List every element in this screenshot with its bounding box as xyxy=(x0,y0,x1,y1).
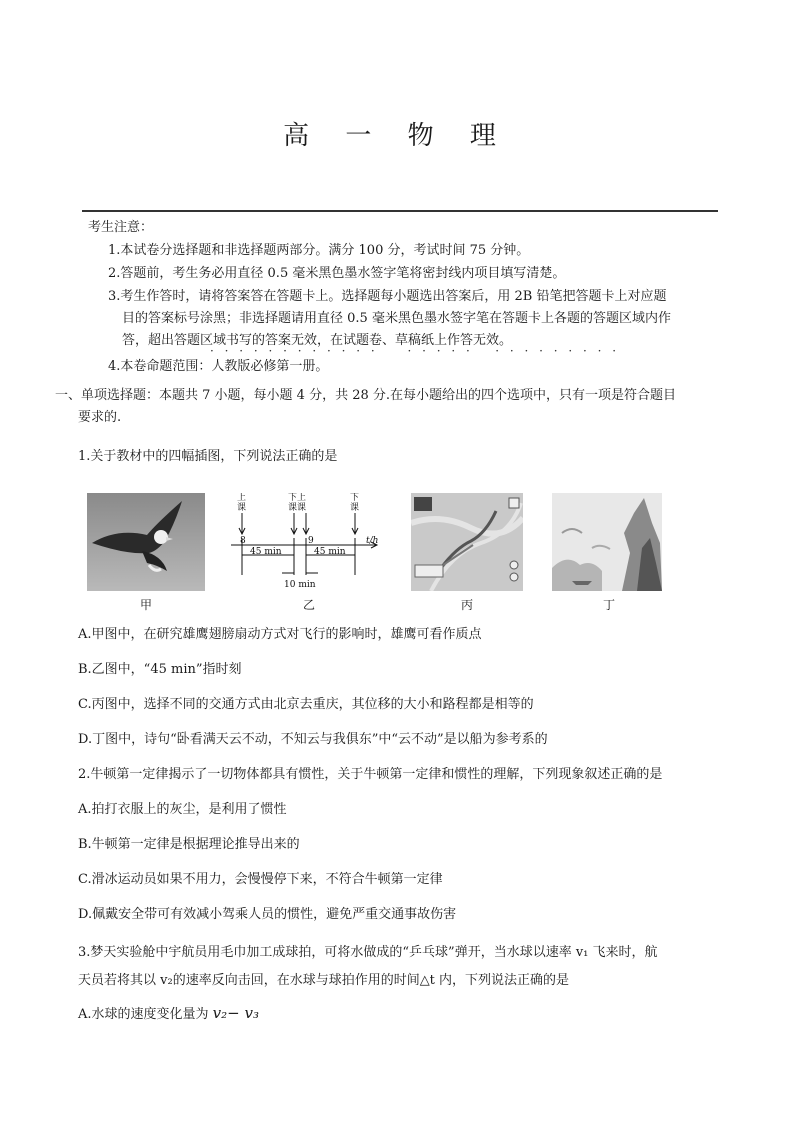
caption-ding: 丁 xyxy=(603,598,616,612)
notice-item-3-cont-2: 答，超出答题区域书写的答案无效，在试题卷、草稿纸上作答无效。 xyxy=(122,333,513,348)
q2-option-b: B.牛顿第一定律是根据理论推导出来的 xyxy=(78,837,300,852)
q3-stem-line2: 天员若将其以 v₂的速率反向击回，在水球与球拍作用的时间△t 内，下列说法正确的是 xyxy=(78,973,570,988)
header-divider xyxy=(82,210,718,212)
notice-heading: 考生注意： xyxy=(88,220,154,235)
axis-label-t: t/h xyxy=(366,536,379,546)
page-title: 高 一 物 理 xyxy=(283,121,510,151)
q2-stem: 2.牛顿第一定律揭示了一切物体都具有惯性，关于牛顿第一定律和惯性的理解，下列现象叙述正确的是 xyxy=(78,767,663,782)
figure-landscape xyxy=(552,493,662,591)
svg-text:课: 课 xyxy=(237,503,247,513)
q1-option-c: C.丙图中，选择不同的交通方式由北京去重庆，其位移的大小和路程都是相等的 xyxy=(78,697,534,712)
q1-stem: 1.关于教材中的四幅插图，下列说法正确的是 xyxy=(78,449,338,464)
tick-8: 8 xyxy=(240,536,246,546)
q2-option-a: A.拍打衣服上的灰尘，是利用了惯性 xyxy=(78,802,287,817)
label-class-begin-1: 上 xyxy=(237,493,247,503)
q1-option-d: D.丁图中，诗句“卧看满天云不动，不知云与我俱东”中“云不动”是以船为参考系的 xyxy=(78,732,548,747)
caption-yi: 乙 xyxy=(303,598,316,612)
tick-9: 9 xyxy=(308,536,314,546)
svg-text:课: 课 xyxy=(350,503,360,513)
notice-item-4: 4.本卷命题范围：人教版必修第一册。 xyxy=(108,359,329,374)
q1-option-a: A.甲图中，在研究雄鹰翅膀扇动方式对飞行的影响时，雄鹰可看作质点 xyxy=(78,627,482,642)
span-45min-1: 45 min xyxy=(250,547,282,557)
span-45min-2: 45 min xyxy=(314,547,346,557)
svg-text:课课: 课课 xyxy=(288,503,307,513)
figure-map xyxy=(411,493,523,591)
emphasis-dots: · · · · · · · · · · · · · · · · · · · · · · · · · · xyxy=(210,344,620,358)
section1-title: 一、单项选择题：本题共 7 小题，每小题 4 分，共 28 分.在每小题给出的四个选项中，只有一项是符合题目 xyxy=(55,388,677,403)
notice-item-3: 3.考生作答时，请将答案答在答题卡上。选择题每小题选出答案后，用 2B 铅笔把答题卡上对应题 xyxy=(108,289,667,304)
notice-item-1: 1.本试卷分选择题和非选择题两部分。满分 100 分，考试时间 75 分钟。 xyxy=(108,243,530,258)
caption-jia: 甲 xyxy=(140,598,153,612)
gap-10min: 10 min xyxy=(284,580,316,590)
q3-option-a-text: A.水球的速度变化量为 xyxy=(78,1007,213,1022)
q3-stem-line1: 3.梦天实验舱中宇航员用毛巾加工成球拍，可将水做成的“乒乓球”弹开，当水球以速率 v₁ 飞来时，航 xyxy=(78,945,658,960)
caption-bing: 丙 xyxy=(461,598,474,612)
figure-eagle xyxy=(87,493,205,591)
q3-option-a xyxy=(78,1005,259,1023)
q2-option-d: D.佩戴安全带可有效减小驾乘人员的惯性，避免严重交通事故伤害 xyxy=(78,907,457,922)
q2-option-c: C.滑冰运动员如果不用力，会慢慢停下来，不符合牛顿第一定律 xyxy=(78,872,443,887)
q3-option-a-formula: v₂− v₃ xyxy=(212,1004,259,1022)
section1-title-cont: 要求的. xyxy=(78,410,122,425)
q1-option-b: B.乙图中，“45 min”指时刻 xyxy=(78,662,242,677)
label-class-end: 下 xyxy=(350,493,360,503)
figure-timeline xyxy=(226,493,394,591)
notice-item-2: 2.答题前，考生务必用直径 0.5 毫米黑色墨水签字笔将密封线内项目填写清楚。 xyxy=(108,266,566,281)
label-class-break: 下上 xyxy=(288,493,307,503)
notice-item-3-cont-1: 目的答案标号涂黑；非选择题请用直径 0.5 毫米黑色墨水签字笔在答题卡上各题的答题区域内作 xyxy=(122,311,671,326)
